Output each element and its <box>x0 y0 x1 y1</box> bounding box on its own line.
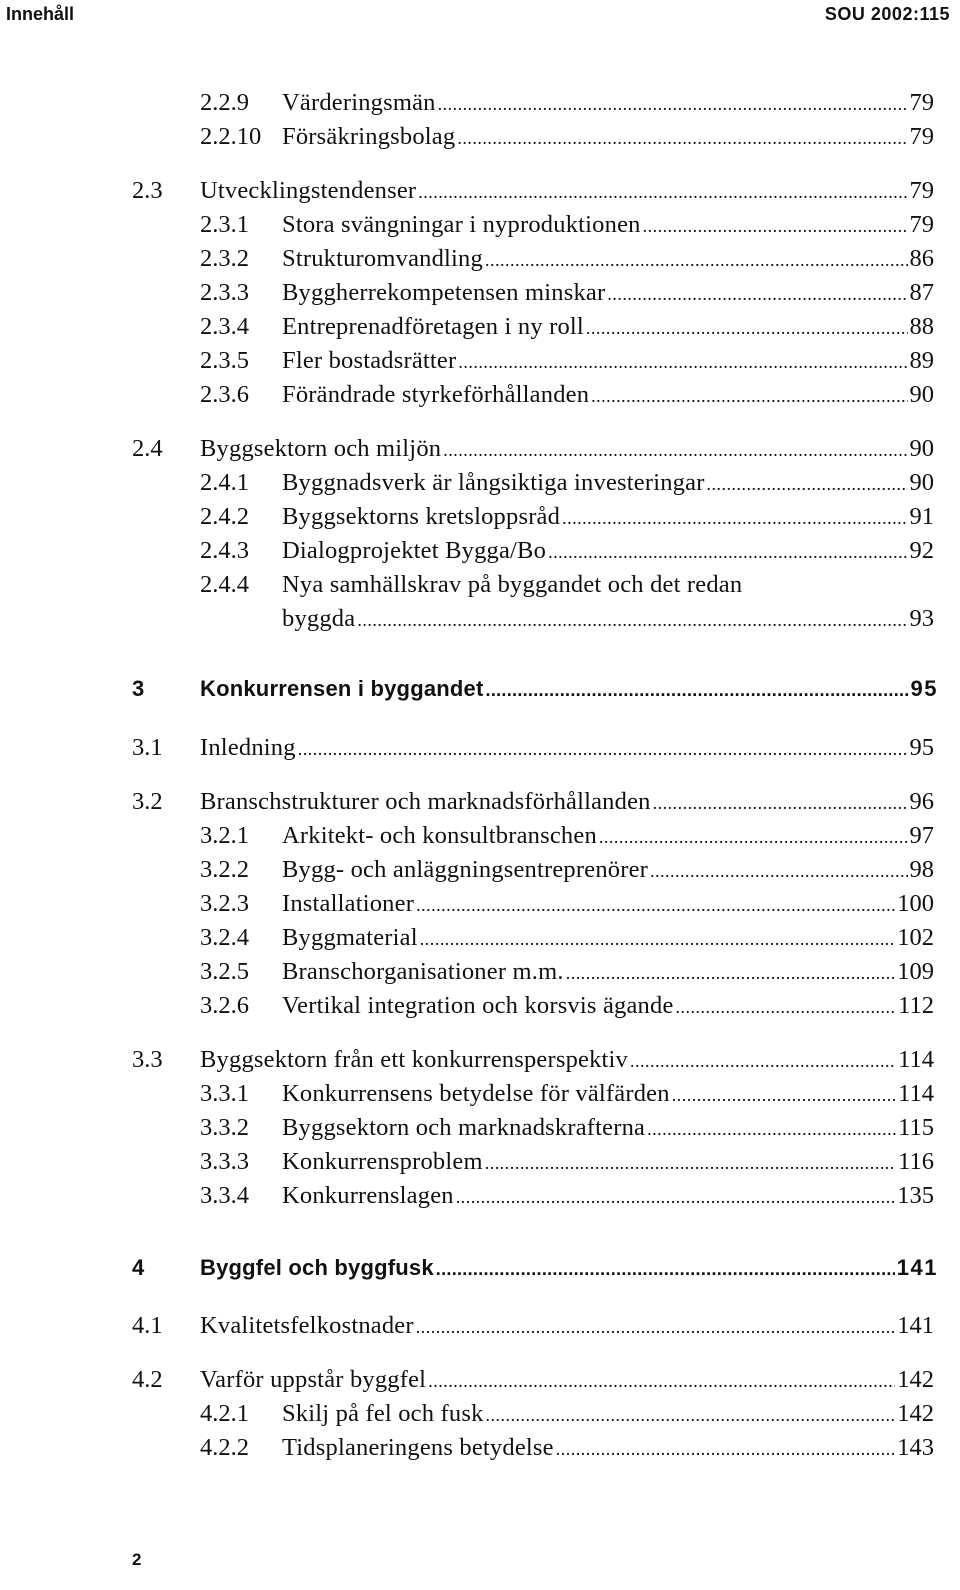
toc-entry-number: 4 <box>132 1255 145 1280</box>
toc-entry-number: 3.2.6 <box>200 992 249 1019</box>
toc-entry-page: 79 <box>909 177 934 204</box>
page-number: 2 <box>132 1550 142 1569</box>
toc-entry-number: 2.2.10 <box>200 123 262 150</box>
toc-entry-number: 2.4.2 <box>200 503 249 530</box>
toc-entry-line <box>282 502 934 533</box>
toc-dot-leader <box>458 347 907 377</box>
toc-dot-leader <box>485 245 908 275</box>
toc-entry-title: Förändrade styrkeförhållanden <box>282 381 590 408</box>
toc-dot-leader <box>438 89 908 119</box>
toc-entry <box>0 1147 960 1177</box>
toc-entry-line <box>282 278 934 309</box>
toc-entry-page: 141 <box>896 1255 938 1280</box>
toc-entry-page: 90 <box>909 435 934 462</box>
toc-entry-page: 91 <box>909 503 934 530</box>
toc-entry-number: 2.3.6 <box>200 381 249 408</box>
toc-entry-number: 3.1 <box>132 734 163 761</box>
toc-entry-number: 2.3 <box>132 177 163 204</box>
toc-dot-leader <box>457 123 907 153</box>
toc-entry-number: 3.2 <box>132 788 163 815</box>
toc-entry-title: Stora svängningar i nyproduktionen <box>282 211 641 238</box>
toc-entry <box>0 1365 960 1395</box>
toc-entry-title: Fler bostadsrätter <box>282 347 457 374</box>
toc-entry-number: 4.1 <box>132 1312 163 1339</box>
toc-entry <box>0 604 960 634</box>
toc-entry-line <box>282 604 934 635</box>
toc-entry-title: Värderingsmän <box>282 89 436 116</box>
toc-dot-leader <box>676 992 897 1022</box>
toc-dot-leader <box>707 469 908 499</box>
toc-entry-title: Dialogprojektet Bygga/Bo <box>282 537 547 564</box>
toc-entry-line <box>282 923 934 954</box>
toc-dot-leader <box>643 211 908 241</box>
toc-entry-line <box>200 1045 934 1076</box>
toc-entry <box>0 674 960 704</box>
toc-entry-title: Bygg- och anläggningsentreprenörer <box>282 856 649 883</box>
toc-entry-page: 114 <box>898 1046 934 1073</box>
toc-entry-title: Konkurrensens betydelse för välfärden <box>282 1080 670 1107</box>
toc-entry <box>0 1045 960 1075</box>
toc-entry <box>0 889 960 919</box>
toc-entry <box>0 1399 960 1429</box>
toc-entry-title: byggda <box>282 605 356 632</box>
toc-entry-line <box>282 1399 934 1430</box>
toc-dot-leader <box>653 788 908 818</box>
toc-entry-page: 90 <box>909 381 934 408</box>
toc-entry-line <box>282 88 934 119</box>
toc-dot-leader <box>456 1182 896 1212</box>
toc-entry-title: Byggsektorn och marknadskrafterna <box>282 1114 646 1141</box>
toc-entry-page: 92 <box>909 537 934 564</box>
toc-entry-line <box>282 570 742 600</box>
toc-dot-leader <box>436 1254 895 1284</box>
toc-entry-title: Skilj på fel och fusk <box>282 1400 484 1427</box>
toc-entry-title: Branschstrukturer och marknadsförhållanden <box>200 788 651 815</box>
toc-entry-number: 3 <box>132 676 145 701</box>
toc-entry-title: Kvalitetsfelkostnader <box>200 1312 414 1339</box>
toc-entry-page: 87 <box>909 279 934 306</box>
toc-entry-number: 3.3 <box>132 1046 163 1073</box>
toc-entry-title: Byggsektorn och miljön <box>200 435 442 462</box>
toc-entry-page: 79 <box>909 89 934 116</box>
toc-entry-number: 3.2.4 <box>200 924 249 951</box>
toc-dot-leader <box>566 958 896 988</box>
toc-entry-line <box>282 244 934 275</box>
toc-entry <box>0 1079 960 1109</box>
toc-entry-line <box>282 346 934 377</box>
toc-entry-title: Byggnadsverk är långsiktiga investeringar <box>282 469 705 496</box>
toc-entry <box>0 733 960 763</box>
toc-entry-page: 88 <box>909 313 934 340</box>
toc-entry <box>0 278 960 308</box>
toc-entry <box>0 821 960 851</box>
toc-entry-title: Branschorganisationer m.m. <box>282 958 564 985</box>
toc-entry <box>0 536 960 566</box>
toc-entry-line <box>282 1079 934 1110</box>
toc-entry-number: 2.4.4 <box>200 571 249 598</box>
toc-dot-leader <box>630 1046 896 1076</box>
toc-dot-leader <box>485 1148 896 1178</box>
toc-entry-line <box>282 380 934 411</box>
toc-entry-line <box>200 176 934 207</box>
toc-entry <box>0 346 960 376</box>
toc-entry-line <box>282 821 934 852</box>
toc-entry-page: 141 <box>897 1312 934 1339</box>
toc-dot-leader <box>591 381 907 411</box>
toc-entry-page: 96 <box>909 788 934 815</box>
toc-entry <box>0 210 960 240</box>
toc-entry-line <box>200 1365 934 1396</box>
toc-entry-page: 97 <box>909 822 934 849</box>
toc-entry-title: Tidsplaneringens betydelse <box>282 1434 554 1461</box>
toc-entry-title: Konkurrenslagen <box>282 1182 454 1209</box>
toc-entry <box>0 434 960 464</box>
toc-entry <box>0 88 960 118</box>
toc-entry-title: Byggherrekompetensen minskar <box>282 279 606 306</box>
toc-entry-number: 2.3.4 <box>200 313 249 340</box>
toc-entry-page: 95 <box>909 734 934 761</box>
toc-dot-leader <box>416 1312 896 1342</box>
toc-entry-page: 98 <box>909 856 934 883</box>
toc-entry-page: 135 <box>897 1182 934 1209</box>
toc-dot-leader <box>586 313 908 343</box>
toc-entry <box>0 176 960 206</box>
toc-entry-page: 79 <box>909 123 934 150</box>
toc-dot-leader <box>298 734 908 764</box>
toc-entry-number: 2.4.1 <box>200 469 249 496</box>
toc-dot-leader <box>416 890 895 920</box>
toc-entry-title: Byggfel och byggfusk <box>200 1255 434 1280</box>
toc-dot-leader <box>599 822 908 852</box>
toc-dot-leader <box>672 1080 896 1110</box>
toc-entry <box>0 957 960 987</box>
toc-entry-number: 2.3.1 <box>200 211 249 238</box>
toc-dot-leader <box>420 924 895 954</box>
toc-entry-number: 3.2.1 <box>200 822 249 849</box>
toc-entry-line <box>282 1181 934 1212</box>
toc-entry-page: 89 <box>909 347 934 374</box>
toc-dot-leader <box>562 503 907 533</box>
toc-entry-number: 3.3.3 <box>200 1148 249 1175</box>
toc-entry-line <box>200 674 938 705</box>
toc-entry <box>0 570 960 600</box>
toc-entry-number: 2.3.2 <box>200 245 249 272</box>
toc-entry-number: 2.3.3 <box>200 279 249 306</box>
toc-entry-line <box>200 1253 938 1284</box>
toc-dot-leader <box>556 1434 896 1464</box>
toc-entry-number: 4.2 <box>132 1366 163 1393</box>
toc-entry <box>0 468 960 498</box>
toc-entry <box>0 312 960 342</box>
toc-dot-leader <box>548 537 907 567</box>
toc-entry-title: Försäkringsbolag <box>282 123 456 150</box>
toc-entry-title: Byggmaterial <box>282 924 418 951</box>
toc-entry-page: 109 <box>897 958 934 985</box>
toc-entry <box>0 787 960 817</box>
toc-entry-number: 3.2.3 <box>200 890 249 917</box>
toc-entry-page: 79 <box>909 211 934 238</box>
toc-entry-page: 115 <box>898 1114 934 1141</box>
toc-entry-line <box>282 1147 934 1178</box>
toc-entry-page: 102 <box>897 924 934 951</box>
toc-dot-leader <box>650 856 907 886</box>
toc-entry-number: 2.4.3 <box>200 537 249 564</box>
toc-entry <box>0 1253 960 1283</box>
toc-entry <box>0 1433 960 1463</box>
toc-entry <box>0 502 960 532</box>
toc-entry <box>0 923 960 953</box>
toc-entry-line <box>200 787 934 818</box>
toc-entry-title: Konkurrensen i byggandet <box>200 676 484 701</box>
toc-dot-leader <box>607 279 907 309</box>
toc-entry-number: 2.3.5 <box>200 347 249 374</box>
toc-entry-title: Byggsektorns kretsloppsråd <box>282 503 561 530</box>
toc-entry-title: Utvecklingstendenser <box>200 177 417 204</box>
toc-entry-line <box>282 991 934 1022</box>
toc-entry-line <box>282 536 934 567</box>
toc-entry-page: 95 <box>910 676 938 701</box>
toc-entry-line <box>282 210 934 241</box>
toc-entry-title: Installationer <box>282 890 415 917</box>
toc-entry-page: 112 <box>898 992 934 1019</box>
toc-entry-page: 116 <box>898 1148 934 1175</box>
toc-entry-number: 2.4 <box>132 435 163 462</box>
toc-entry-line <box>200 434 934 465</box>
toc-entry-page: 93 <box>909 605 934 632</box>
toc-entry-line <box>282 1433 934 1464</box>
toc-dot-leader <box>357 605 907 635</box>
toc-entry-number: 3.3.2 <box>200 1114 249 1141</box>
header-section-label: Innehåll <box>6 4 75 24</box>
toc-entry-title: Strukturomvandling <box>282 245 483 272</box>
toc-entry-number: 3.3.1 <box>200 1080 249 1107</box>
toc-entry <box>0 244 960 274</box>
toc-entry-number: 4.2.2 <box>200 1434 249 1461</box>
toc-entry <box>0 1113 960 1143</box>
toc-entry <box>0 1181 960 1211</box>
toc-entry-number: 2.2.9 <box>200 89 249 116</box>
toc-entry-title: Entreprenadföretagen i ny roll <box>282 313 584 340</box>
toc-entry <box>0 380 960 410</box>
toc-entry-number: 3.3.4 <box>200 1182 249 1209</box>
toc-entry <box>0 991 960 1021</box>
toc-entry-page: 143 <box>897 1434 934 1461</box>
toc-entry-line <box>282 889 934 920</box>
toc-entry <box>0 122 960 152</box>
toc-dot-leader <box>428 1366 895 1396</box>
toc-entry-number: 3.2.5 <box>200 958 249 985</box>
toc-entry-title: Varför uppstår byggfel <box>200 1366 427 1393</box>
toc-entry-title: Inledning <box>200 734 296 761</box>
toc-dot-leader <box>443 435 907 465</box>
toc-entry-title: Arkitekt- och konsultbranschen <box>282 822 597 849</box>
toc-entry <box>0 1311 960 1341</box>
toc-entry-line <box>282 468 934 499</box>
header-document-id: SOU 2002:115 <box>824 4 950 24</box>
toc-entry-page: 142 <box>897 1400 934 1427</box>
toc-entry-line <box>282 1113 934 1144</box>
toc-entry-line <box>282 957 934 988</box>
toc-entry-page: 114 <box>898 1080 934 1107</box>
toc-entry-page: 86 <box>909 245 934 272</box>
toc-entry-title: Nya samhällskrav på byggandet och det redan <box>282 571 743 598</box>
toc-entry-line <box>282 122 934 153</box>
toc-entry-page: 142 <box>897 1366 934 1393</box>
toc-entry-line <box>200 1311 934 1342</box>
toc-entry-title: Konkurrensproblem <box>282 1148 483 1175</box>
toc-entry-line <box>282 312 934 343</box>
running-header <box>0 0 960 36</box>
toc-dot-leader <box>486 675 909 705</box>
toc-entry-title: Vertikal integration och korsvis ägande <box>282 992 674 1019</box>
toc-entry-number: 3.2.2 <box>200 856 249 883</box>
toc-entry-number: 4.2.1 <box>200 1400 249 1427</box>
toc-entry-page: 90 <box>909 469 934 496</box>
toc-entry-line <box>200 733 934 764</box>
toc-entry-page: 100 <box>897 890 934 917</box>
toc-entry-line <box>282 855 934 886</box>
toc-dot-leader <box>647 1114 896 1144</box>
toc-dot-leader <box>418 177 907 207</box>
toc-entry-title: Byggsektorn från ett konkurrensperspektiv <box>200 1046 629 1073</box>
toc-dot-leader <box>486 1400 896 1430</box>
toc-entry <box>0 855 960 885</box>
